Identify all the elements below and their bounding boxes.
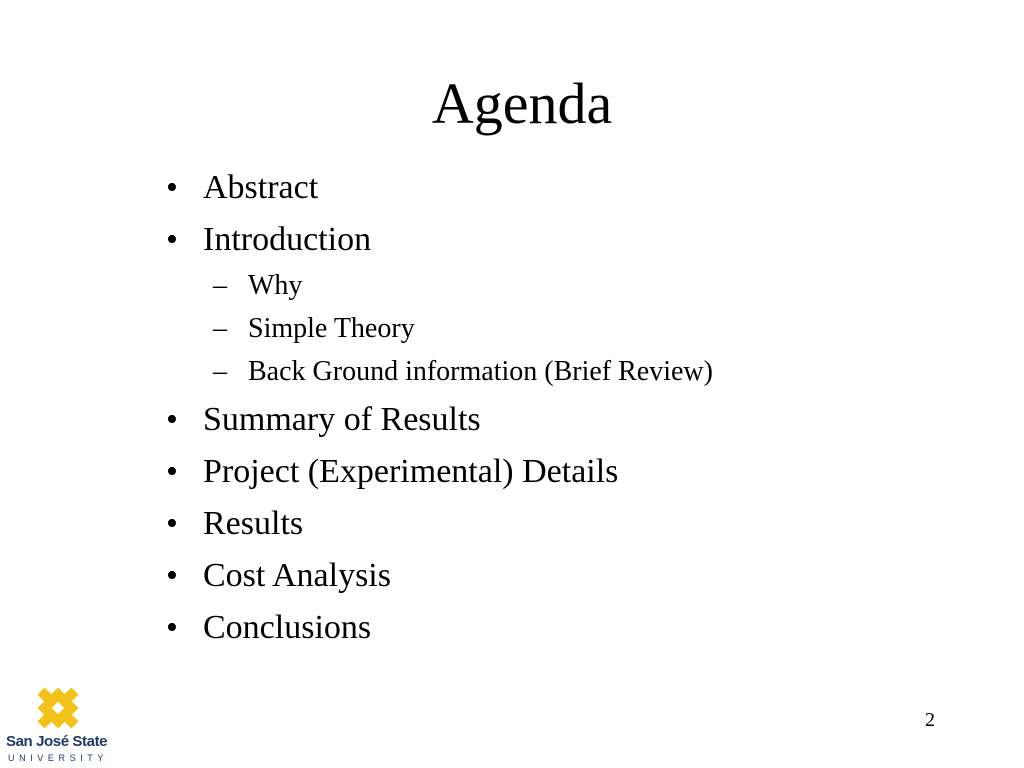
bullet-icon: • — [166, 169, 178, 206]
bullet-icon: • — [166, 505, 178, 542]
sub-item-label: Back Ground information (Brief Review) — [248, 356, 713, 387]
agenda-item-abstract — [166, 164, 713, 212]
dash-icon: – — [213, 270, 227, 301]
agenda-item-introduction — [166, 216, 713, 392]
sub-item-label: Simple Theory — [248, 313, 415, 344]
sjsu-diamond-logo-icon — [32, 682, 84, 734]
bullet-icon: • — [166, 557, 178, 594]
agenda-item-label: Summary of Results — [203, 401, 481, 438]
slide-title: Agenda — [431, 71, 613, 136]
introduction-sub-list — [213, 266, 713, 392]
bullet-icon: • — [166, 401, 178, 438]
bullet-icon: • — [166, 609, 178, 646]
agenda-item-label: Cost Analysis — [203, 557, 391, 594]
agenda-item-project-details — [166, 448, 713, 496]
dash-icon: – — [213, 313, 227, 344]
sub-item-background-information — [213, 352, 713, 392]
sub-item-simple-theory — [213, 309, 713, 349]
bullet-icon: • — [166, 221, 178, 258]
agenda-item-cost-analysis — [166, 552, 713, 600]
dash-icon: – — [213, 356, 227, 387]
agenda-item-label: Conclusions — [203, 609, 372, 646]
agenda-item-conclusions — [166, 604, 713, 652]
bullet-icon: • — [166, 453, 178, 490]
agenda-item-label: Results — [203, 505, 304, 542]
sub-item-why — [213, 266, 713, 306]
agenda-item-label: Introduction — [203, 221, 372, 258]
page-number: 2 — [925, 709, 935, 731]
agenda-item-label: Project (Experimental) Details — [203, 453, 619, 490]
agenda-list — [166, 164, 713, 656]
sub-item-label: Why — [248, 270, 303, 301]
agenda-item-summary-of-results — [166, 396, 713, 444]
agenda-item-results — [166, 500, 713, 548]
agenda-item-label: Abstract — [203, 169, 319, 206]
logo-university-subtitle: UNIVERSITY — [8, 753, 109, 763]
university-logo — [6, 682, 109, 766]
logo-university-name: San José State — [6, 733, 108, 750]
